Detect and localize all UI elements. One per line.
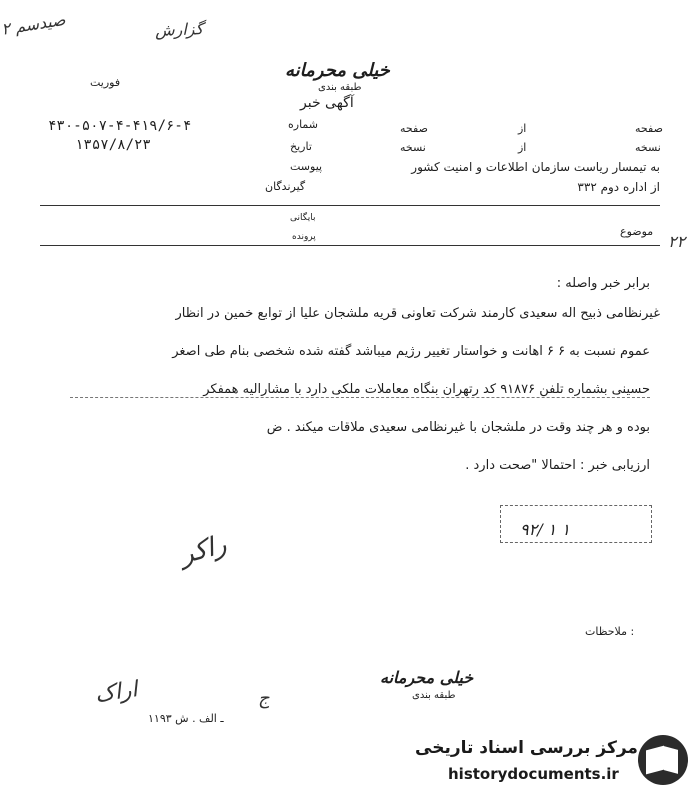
copy-of-label: از bbox=[518, 141, 527, 154]
date-label: تاریخ bbox=[290, 140, 312, 153]
recipients-label: گیرندگان bbox=[265, 180, 306, 193]
date-value: ۱۳۵۷/۸/۲۳ bbox=[75, 137, 151, 153]
brand-url[interactable]: historydocuments.ir bbox=[448, 765, 619, 783]
archive-label: بایگانی bbox=[290, 213, 316, 223]
book-icon bbox=[646, 746, 664, 775]
divider-bottom bbox=[40, 245, 660, 246]
page-of-label: از bbox=[518, 122, 527, 135]
classification-stamp: خیلی محرمانه bbox=[285, 60, 390, 81]
body-line-1: غیرنظامی ذبیح اله سعیدی کارمند شرکت تعاونی قریه ملشجان علیا از توابع خمین در انظار bbox=[175, 306, 660, 321]
number-value: ۴۳۰-۵۰۷-۴-۴۱۹/۶-۴ bbox=[48, 118, 192, 134]
handwritten-signature-mid: راکر bbox=[176, 529, 230, 571]
file-label: پرونده bbox=[292, 232, 316, 242]
document-code: ۱۱۹۳ ـ الف . ش bbox=[148, 712, 224, 725]
divider-top bbox=[40, 205, 660, 206]
copy-label-2: نسخه bbox=[400, 141, 426, 154]
addressee-line-1: به تیمسار ریاست سازمان اطلاعات و امنیت کشور bbox=[411, 160, 660, 174]
body-line-2: عموم نسبت به ۶ ۶ اهانت و خواستار تغییر رژیم میباشد گفته شده شخصی بنام طی اصغر bbox=[172, 344, 650, 359]
subject-label: موضوع bbox=[620, 225, 654, 238]
book-icon-right bbox=[664, 746, 678, 774]
footer-classification-caption: طبقه بندی bbox=[412, 690, 456, 701]
assessment-line: ارزیابی خبر : احتمالا "صحت دارد . bbox=[465, 458, 650, 473]
copy-label: نسخه bbox=[635, 141, 661, 154]
handwritten-mark: ﺝ bbox=[258, 688, 270, 709]
page-label: صفحه bbox=[635, 122, 663, 135]
page-label-2: صفحه bbox=[400, 122, 428, 135]
body-line-3: حسینی بشماره تلفن ۹۱۸۷۶ کد رتهران بنگاه معاملات ملکی دارد با مشارالیه همفکر bbox=[70, 382, 650, 398]
handwritten-note-topleft-2: گزارش bbox=[154, 19, 204, 40]
handwritten-note-bottomleft: اراک bbox=[93, 677, 140, 708]
document-type-title: آگهی خبر bbox=[300, 95, 354, 111]
handwritten-note-topleft: صیدسم ۲ bbox=[0, 9, 67, 39]
classification-caption: طبقه بندی bbox=[318, 82, 362, 93]
margin-number: ۲۲ bbox=[668, 232, 686, 251]
registration-date: ۹۲/ ۱ ۱ bbox=[520, 520, 570, 539]
body-line-4: بوده و هر چند وقت در ملشجان با غیرنظامی سعیدی ملاقات میکند . ض bbox=[266, 420, 650, 435]
body-intro: برابر خبر واصله : bbox=[556, 276, 650, 291]
addressee-line-2: از اداره دوم ۳۳۲ bbox=[577, 180, 660, 194]
number-label: شماره bbox=[288, 118, 319, 131]
priority-label: فوریت bbox=[90, 76, 121, 89]
brand-name: مرکز بررسی اسناد تاریخی bbox=[415, 738, 638, 758]
remarks-label: ملاحظات : bbox=[585, 625, 635, 638]
attachment-label: پیوست bbox=[290, 160, 323, 173]
footer-classification-stamp: خیلی محرمانه bbox=[380, 668, 474, 687]
